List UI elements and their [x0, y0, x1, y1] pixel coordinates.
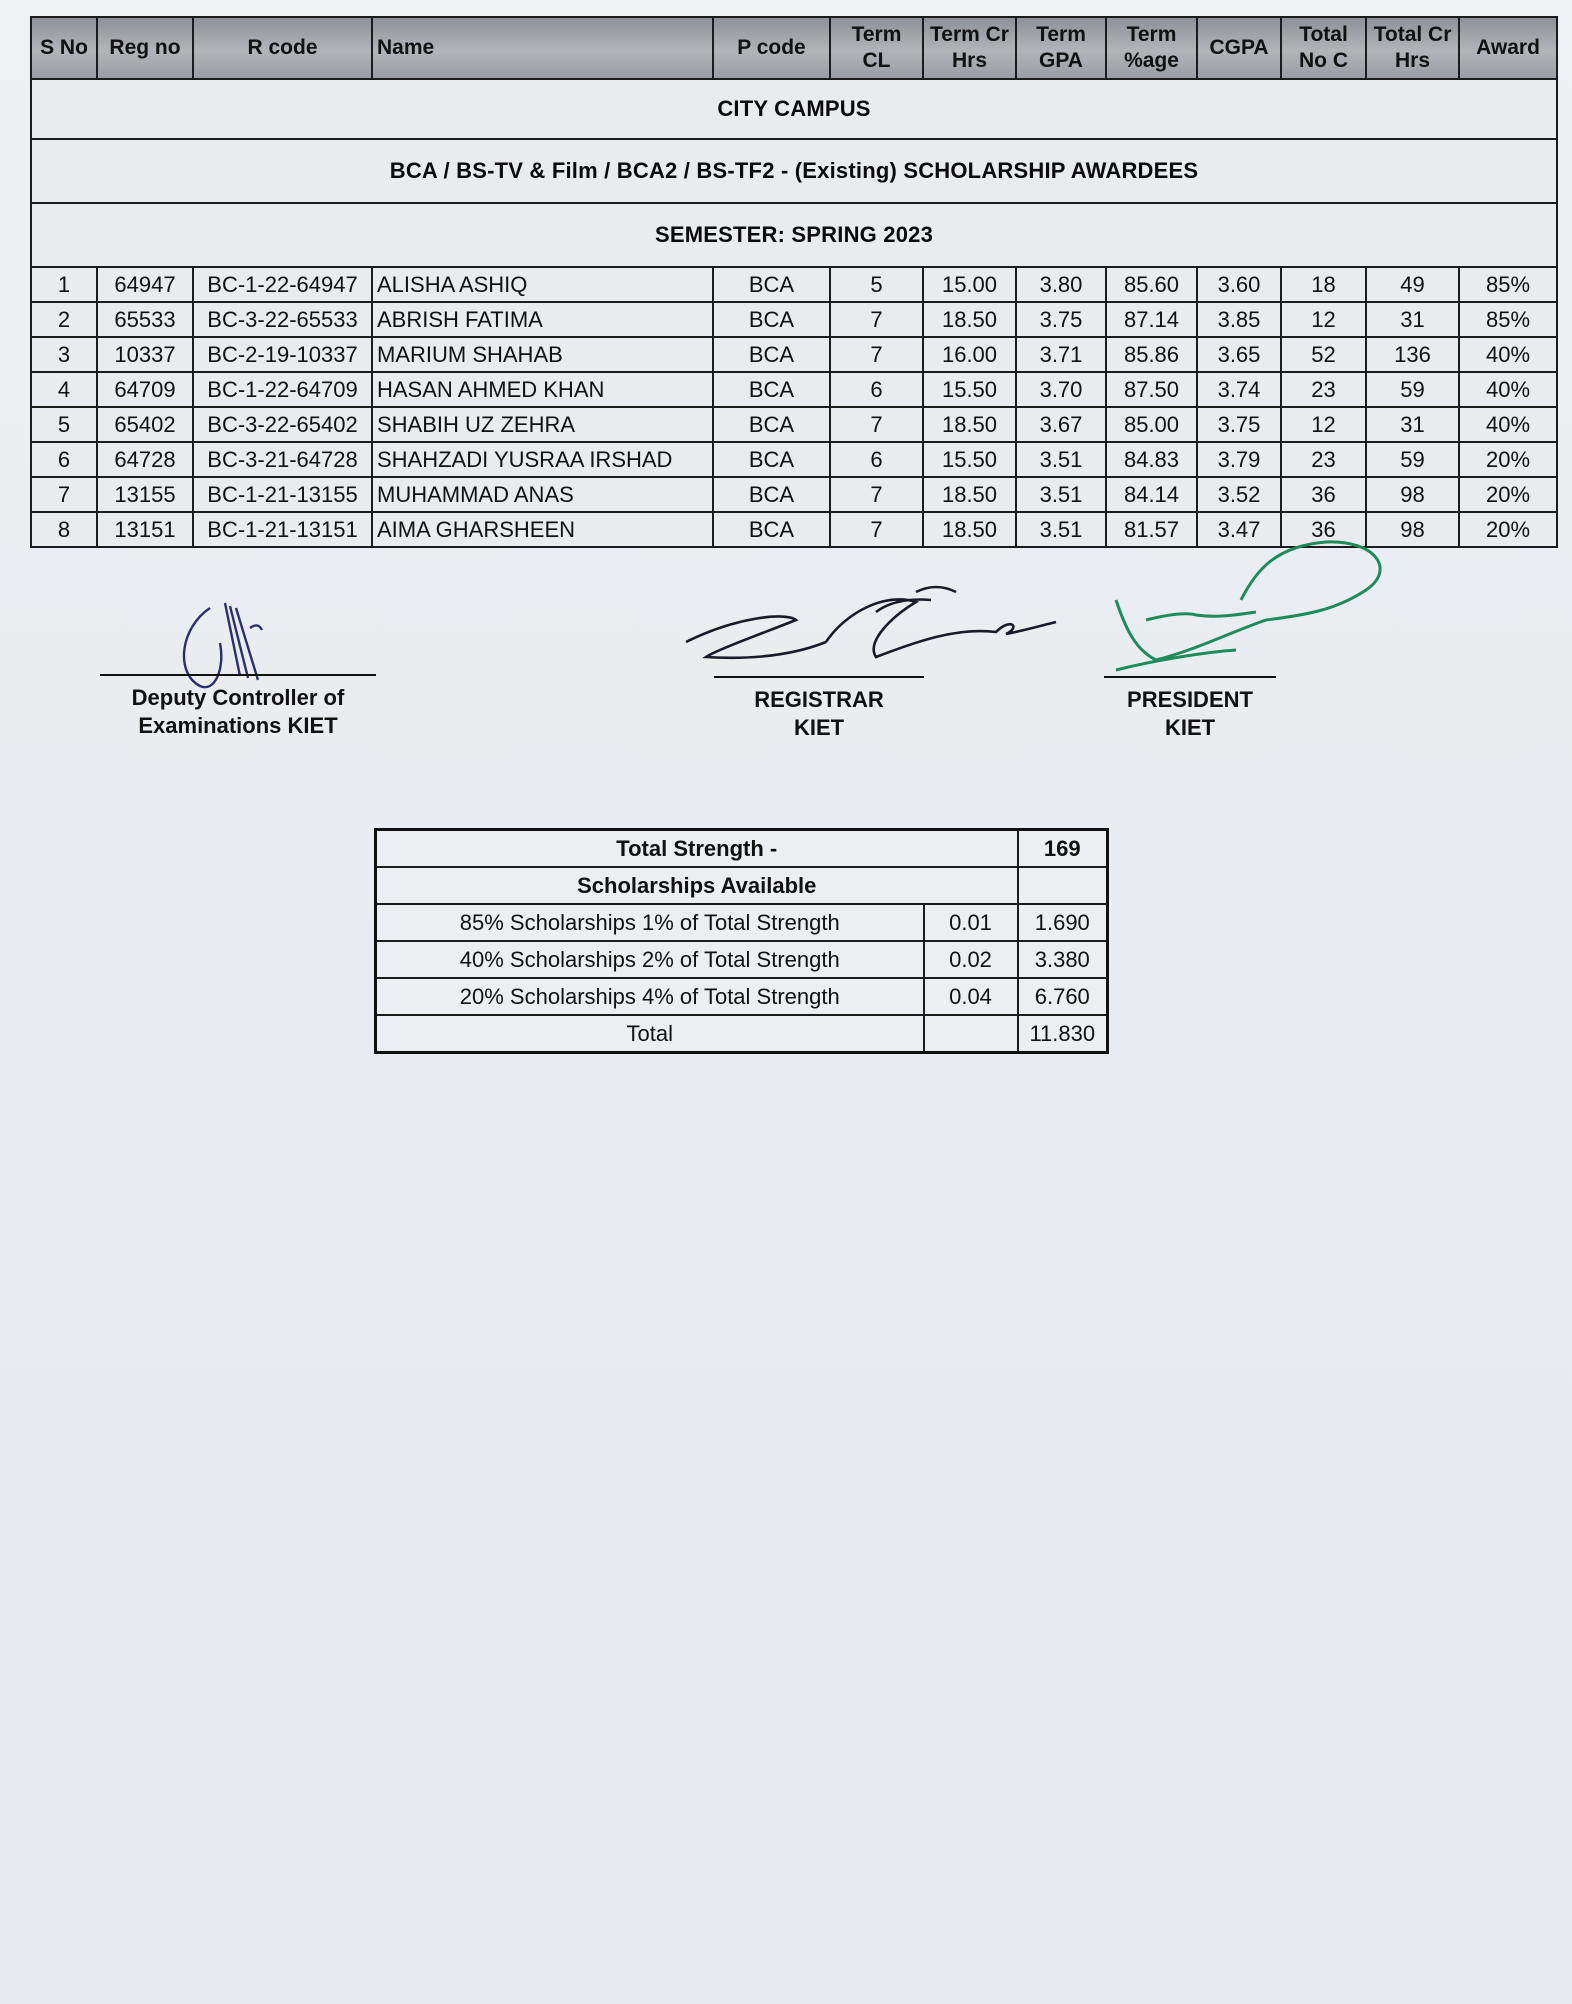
- cell-award: 85%: [1459, 302, 1557, 337]
- summary-row-label: 40% Scholarships 2% of Total Strength: [376, 941, 924, 978]
- cell-p-code: BCA: [713, 267, 830, 302]
- cell-total-cr-hrs: 49: [1366, 267, 1459, 302]
- summary-row-value: 6.760: [1018, 978, 1108, 1015]
- cell-term-gpa: 3.70: [1016, 372, 1106, 407]
- col-header-r-code: R code: [193, 17, 372, 79]
- cell-name: ABRISH FATIMA: [372, 302, 713, 337]
- president-signature: [1036, 520, 1416, 700]
- cell-total-cr-hrs: 136: [1366, 337, 1459, 372]
- cell-term-gpa: 3.75: [1016, 302, 1106, 337]
- cell-reg-no: 65533: [97, 302, 193, 337]
- cell-name: SHAHZADI YUSRAA IRSHAD: [372, 442, 713, 477]
- cell-sno: 2: [31, 302, 97, 337]
- scholarships-available-row: [376, 867, 1108, 904]
- cell-term-gpa: 3.51: [1016, 442, 1106, 477]
- cell-total-cr-hrs: 31: [1366, 407, 1459, 442]
- table-row: [31, 372, 1557, 407]
- cell-name: MUHAMMAD ANAS: [372, 477, 713, 512]
- cell-name: AIMA GHARSHEEN: [372, 512, 713, 547]
- cell-sno: 3: [31, 337, 97, 372]
- total-strength-row: [376, 830, 1108, 868]
- cell-sno: 6: [31, 442, 97, 477]
- cell-term-gpa: 3.51: [1016, 477, 1106, 512]
- cell-p-code: BCA: [713, 407, 830, 442]
- cell-p-code: BCA: [713, 372, 830, 407]
- cell-cgpa: 3.60: [1197, 267, 1281, 302]
- summary-total-value: 11.830: [1018, 1015, 1108, 1053]
- col-header-term-cl: Term CL: [830, 17, 923, 79]
- cell-reg-no: 10337: [97, 337, 193, 372]
- cell-cgpa: 3.74: [1197, 372, 1281, 407]
- semester-banner: SEMESTER: SPRING 2023: [31, 203, 1557, 267]
- summary-total-label: Total: [376, 1015, 924, 1053]
- cell-p-code: BCA: [713, 302, 830, 337]
- program-banner: BCA / BS-TV & Film / BCA2 / BS-TF2 - (Existing) SCHOLARSHIP AWARDEES: [31, 139, 1557, 203]
- cell-award: 40%: [1459, 337, 1557, 372]
- cell-term-pct: 87.14: [1106, 302, 1197, 337]
- cell-cgpa: 3.47: [1197, 512, 1281, 547]
- cell-total-cr-hrs: 98: [1366, 512, 1459, 547]
- cell-reg-no: 64947: [97, 267, 193, 302]
- cell-r-code: BC-3-22-65402: [193, 407, 372, 442]
- president-caption: [1104, 686, 1276, 742]
- summary-row-rate: 0.01: [924, 904, 1018, 941]
- summary-row: [376, 904, 1108, 941]
- cell-term-cl: 6: [830, 442, 923, 477]
- deputy-signature-line: [100, 674, 376, 676]
- cell-r-code: BC-1-22-64709: [193, 372, 372, 407]
- cell-term-cr-hrs: 15.50: [923, 442, 1016, 477]
- cell-term-cr-hrs: 18.50: [923, 302, 1016, 337]
- registrar-caption: [714, 686, 924, 742]
- col-header-term-gpa: Term GPA: [1016, 17, 1106, 79]
- summary-row-rate: 0.02: [924, 941, 1018, 978]
- cell-name: MARIUM SHAHAB: [372, 337, 713, 372]
- cell-term-cr-hrs: 18.50: [923, 477, 1016, 512]
- cell-term-gpa: 3.71: [1016, 337, 1106, 372]
- col-header-total-cr-hrs: Total Cr Hrs: [1366, 17, 1459, 79]
- cell-term-pct: 85.60: [1106, 267, 1197, 302]
- deputy-controller-caption: [100, 684, 376, 740]
- registrar-signature: [676, 572, 1066, 682]
- cell-total-no-c: 36: [1281, 512, 1366, 547]
- cell-sno: 1: [31, 267, 97, 302]
- cell-cgpa: 3.65: [1197, 337, 1281, 372]
- col-header-p-code: P code: [713, 17, 830, 79]
- cell-total-cr-hrs: 59: [1366, 372, 1459, 407]
- col-header-sno: S No: [31, 17, 97, 79]
- deputy-signature: [170, 598, 300, 698]
- cell-total-no-c: 52: [1281, 337, 1366, 372]
- total-strength-label: Total Strength -: [376, 830, 1018, 868]
- cell-name: SHABIH UZ ZEHRA: [372, 407, 713, 442]
- cell-reg-no: 13155: [97, 477, 193, 512]
- cell-reg-no: 65402: [97, 407, 193, 442]
- cell-award: 20%: [1459, 512, 1557, 547]
- campus-banner: CITY CAMPUS: [31, 79, 1557, 139]
- cell-p-code: BCA: [713, 442, 830, 477]
- cell-p-code: BCA: [713, 337, 830, 372]
- awardees-table: [30, 16, 1558, 548]
- cell-name: HASAN AHMED KHAN: [372, 372, 713, 407]
- cell-term-pct: 84.14: [1106, 477, 1197, 512]
- col-header-term-cr-hrs: Term Cr Hrs: [923, 17, 1016, 79]
- cell-term-pct: 85.86: [1106, 337, 1197, 372]
- cell-sno: 5: [31, 407, 97, 442]
- registrar-caption-line1: REGISTRAR: [754, 687, 884, 712]
- cell-term-cl: 7: [830, 477, 923, 512]
- summary-row-rate: 0.04: [924, 978, 1018, 1015]
- deputy-caption-line1: Deputy Controller of: [131, 685, 345, 710]
- summary-row-value: 1.690: [1018, 904, 1108, 941]
- total-strength-value: 169: [1018, 830, 1108, 868]
- cell-total-no-c: 12: [1281, 407, 1366, 442]
- cell-total-cr-hrs: 59: [1366, 442, 1459, 477]
- cell-cgpa: 3.85: [1197, 302, 1281, 337]
- cell-r-code: BC-3-22-65533: [193, 302, 372, 337]
- cell-award: 40%: [1459, 372, 1557, 407]
- summary-total-row: [376, 1015, 1108, 1053]
- scholarship-summary-table: [374, 828, 1109, 1054]
- cell-total-no-c: 12: [1281, 302, 1366, 337]
- cell-cgpa: 3.52: [1197, 477, 1281, 512]
- cell-term-cl: 7: [830, 302, 923, 337]
- cell-reg-no: 13151: [97, 512, 193, 547]
- cell-term-cl: 7: [830, 407, 923, 442]
- summary-row-label: 85% Scholarships 1% of Total Strength: [376, 904, 924, 941]
- cell-term-gpa: 3.80: [1016, 267, 1106, 302]
- cell-p-code: BCA: [713, 512, 830, 547]
- cell-total-no-c: 18: [1281, 267, 1366, 302]
- cell-award: 85%: [1459, 267, 1557, 302]
- col-header-term-pct: Term %age: [1106, 17, 1197, 79]
- cell-term-cr-hrs: 15.50: [923, 372, 1016, 407]
- president-signature-line: [1104, 676, 1276, 678]
- cell-total-cr-hrs: 98: [1366, 477, 1459, 512]
- cell-total-no-c: 36: [1281, 477, 1366, 512]
- cell-award: 40%: [1459, 407, 1557, 442]
- cell-term-pct: 84.83: [1106, 442, 1197, 477]
- cell-sno: 4: [31, 372, 97, 407]
- table-row: [31, 267, 1557, 302]
- cell-r-code: BC-1-21-13151: [193, 512, 372, 547]
- cell-cgpa: 3.79: [1197, 442, 1281, 477]
- cell-term-cr-hrs: 16.00: [923, 337, 1016, 372]
- cell-award: 20%: [1459, 477, 1557, 512]
- summary-row-value: 3.380: [1018, 941, 1108, 978]
- registrar-caption-line2: KIET: [793, 715, 845, 740]
- cell-total-cr-hrs: 31: [1366, 302, 1459, 337]
- cell-term-cl: 7: [830, 337, 923, 372]
- cell-reg-no: 64709: [97, 372, 193, 407]
- table-row: [31, 407, 1557, 442]
- cell-r-code: BC-2-19-10337: [193, 337, 372, 372]
- cell-p-code: BCA: [713, 477, 830, 512]
- cell-r-code: BC-3-21-64728: [193, 442, 372, 477]
- cell-sno: 7: [31, 477, 97, 512]
- cell-total-no-c: 23: [1281, 442, 1366, 477]
- president-caption-line1: PRESIDENT: [1127, 687, 1253, 712]
- cell-r-code: BC-1-22-64947: [193, 267, 372, 302]
- col-header-reg-no: Reg no: [97, 17, 193, 79]
- scholarships-available-label: Scholarships Available: [376, 867, 1018, 904]
- cell-term-cr-hrs: 15.00: [923, 267, 1016, 302]
- cell-term-cl: 7: [830, 512, 923, 547]
- cell-award: 20%: [1459, 442, 1557, 477]
- cell-term-gpa: 3.51: [1016, 512, 1106, 547]
- col-header-total-no-c: Total No C: [1281, 17, 1366, 79]
- cell-term-cl: 6: [830, 372, 923, 407]
- cell-r-code: BC-1-21-13155: [193, 477, 372, 512]
- cell-name: ALISHA ASHIQ: [372, 267, 713, 302]
- cell-term-gpa: 3.67: [1016, 407, 1106, 442]
- summary-row: [376, 941, 1108, 978]
- cell-term-cr-hrs: 18.50: [923, 512, 1016, 547]
- col-header-cgpa: CGPA: [1197, 17, 1281, 79]
- cell-term-cr-hrs: 18.50: [923, 407, 1016, 442]
- col-header-name: Name: [372, 17, 713, 79]
- cell-term-pct: 87.50: [1106, 372, 1197, 407]
- registrar-signature-line: [714, 676, 924, 678]
- summary-total-empty: [924, 1015, 1018, 1053]
- table-row: [31, 477, 1557, 512]
- summary-row: [376, 978, 1108, 1015]
- col-header-award: Award: [1459, 17, 1557, 79]
- cell-reg-no: 64728: [97, 442, 193, 477]
- table-row: [31, 337, 1557, 372]
- cell-term-pct: 85.00: [1106, 407, 1197, 442]
- president-caption-line2: KIET: [1164, 715, 1216, 740]
- table-header-row: [31, 17, 1557, 79]
- cell-term-pct: 81.57: [1106, 512, 1197, 547]
- summary-row-label: 20% Scholarships 4% of Total Strength: [376, 978, 924, 1015]
- scholarships-available-empty: [1018, 867, 1108, 904]
- cell-term-cl: 5: [830, 267, 923, 302]
- cell-sno: 8: [31, 512, 97, 547]
- table-row: [31, 302, 1557, 337]
- table-row: [31, 442, 1557, 477]
- cell-total-no-c: 23: [1281, 372, 1366, 407]
- cell-cgpa: 3.75: [1197, 407, 1281, 442]
- deputy-caption-line2: Examinations KIET: [138, 713, 338, 738]
